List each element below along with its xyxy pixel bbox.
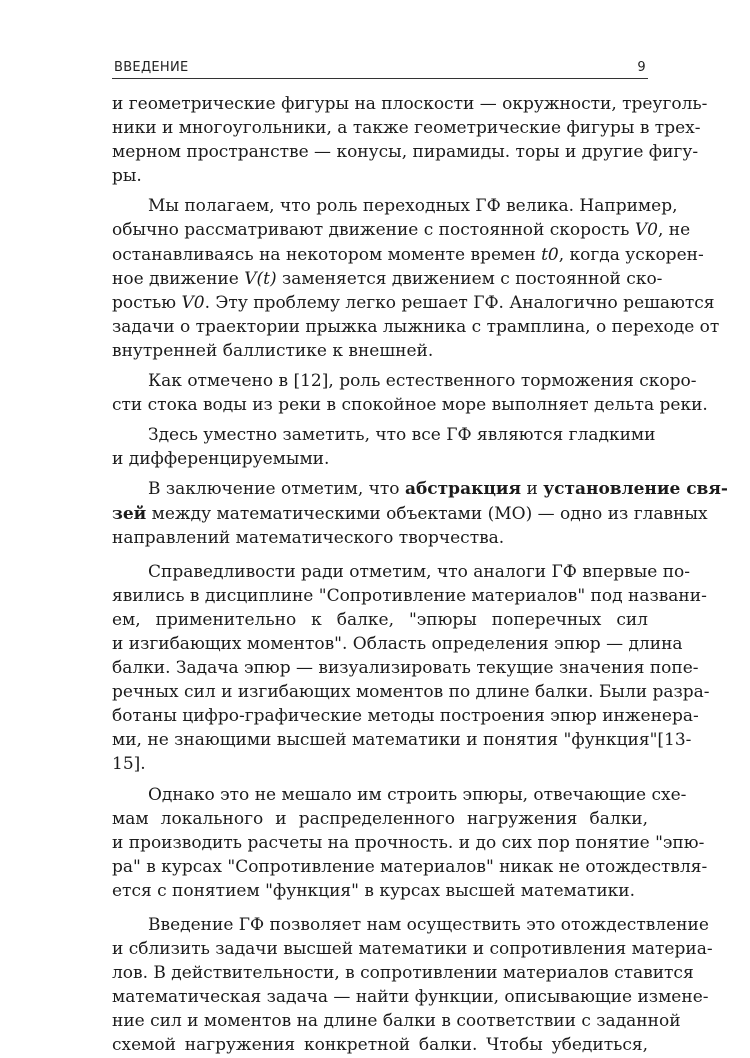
text-line: Введение ГФ позволяет нам осуществить это отождествление — [148, 915, 709, 935]
text-line: математическая задача — найти функции, описывающие измене- — [112, 987, 709, 1008]
text-line: балки. Задача эпюр — визуализировать текущие значения попе- — [112, 658, 699, 679]
text-line: ботаны цифро-графические методы построения эпюр инженера- — [112, 706, 699, 727]
text-line: Однако это не мешало им строить эпюры, отвечающие схе- — [148, 784, 687, 805]
text-line: обычно рассматривают движение с постоянной скорость V0, не — [112, 220, 691, 241]
text-line: 15]. — [112, 754, 146, 775]
text-line: Как отмечено в [12], роль естественного торможения скоро- — [148, 371, 697, 392]
text-line: мам локального и распределенного нагружения балки, — [112, 808, 648, 829]
paragraph-4 — [112, 423, 656, 471]
text-line: ростью V0. Эту проблему легко решает ГФ. Аналогично решаются — [112, 292, 715, 313]
text-line: внутренней баллистике к внешней. — [112, 340, 434, 361]
text-line: сти стока воды из реки в спокойное море выполняет дельта реки. — [112, 395, 708, 416]
term-establishing-links: установление свя- — [543, 479, 728, 500]
page-number: 9 — [637, 60, 646, 75]
variable-v0: V0 — [181, 292, 205, 313]
chapter-title: ВВЕДЕНИЕ — [114, 60, 189, 75]
text-line: Справедливости ради отметим, что аналоги ГФ впервые по- — [148, 561, 691, 582]
paragraph-6 — [112, 560, 710, 777]
text-line: В заключение отметим, что абстракция и установление свя- — [148, 479, 728, 500]
text-line: ры. — [112, 166, 142, 187]
variable-t0: t0 — [541, 244, 559, 265]
text-line: зей между математическими объектами (МО) — одно из главных — [112, 503, 708, 524]
text-line: явились в дисциплине "Сопротивление материалов" под названи- — [112, 585, 707, 606]
text-line: лов. В действительности, в сопротивлении материалов ставится — [112, 963, 694, 984]
paragraph-8 — [112, 913, 713, 1058]
running-header — [112, 58, 648, 79]
text-line: ное движение V(t) заменяется движением с постоянной ско- — [112, 268, 663, 289]
text-line: и дифференцируемыми. — [112, 449, 330, 470]
text-line: и сблизить задачи высшей математики и сопротивления материа- — [112, 939, 713, 960]
paragraph-2 — [112, 194, 720, 363]
text-line: схемой нагружения конкретной балки. Чтобы убедиться, — [112, 1035, 648, 1056]
text-line: ется с понятием "функция" в курсах высшей математики. — [112, 880, 636, 901]
text-line: ние сил и моментов на длине балки в соответствии с заданной — [112, 1011, 681, 1032]
variable-v0: V0 — [634, 220, 658, 241]
text-line: ем, применительно к балке, "эпюры поперечных сил — [112, 609, 648, 630]
text-line: и изгибающих моментов". Область определения эпюр — длина — [112, 633, 683, 654]
text-line: речных сил и изгибающих моментов по длине балки. Были разра- — [112, 682, 710, 703]
text-line: и геометрические фигуры на плоскости — окружности, треуголь- — [112, 94, 708, 114]
text-line: ники и многоугольники, а также геометрические фигуры в трех- — [112, 118, 701, 139]
text-line: направлений математического творчества. — [112, 527, 505, 548]
paragraph-5 — [112, 477, 728, 549]
page-body — [112, 92, 728, 1058]
paragraph-1 — [112, 92, 708, 188]
paragraph-7 — [112, 783, 708, 903]
text-line: мерном пространстве — конусы, пирамиды. торы и другие фигу- — [112, 142, 699, 163]
text-line: Здесь уместно заметить, что все ГФ являются гладкими — [148, 425, 656, 446]
variable-vt: V(t) — [244, 268, 277, 289]
term-abstraction: абстракция — [404, 479, 522, 500]
text-line: останавливаясь на некотором моменте времен t0, когда ускорен- — [112, 244, 704, 265]
text-line: и производить расчеты на прочность. и до сих пор понятие "эпю- — [112, 832, 705, 853]
paragraph-3 — [112, 369, 708, 417]
text-line: ра" в курсах "Сопротивление материалов" никак не отождествля- — [112, 856, 708, 877]
text-line: ми, не знающими высшей математики и понятия "функция"[13- — [112, 730, 692, 751]
text-line: Мы полагаем, что роль переходных ГФ велика. Например, — [148, 196, 678, 217]
text-line: задачи о траектории прыжка лыжника с трамплина, о переходе от — [112, 316, 720, 337]
term-establishing-links-end: зей — [112, 503, 147, 524]
